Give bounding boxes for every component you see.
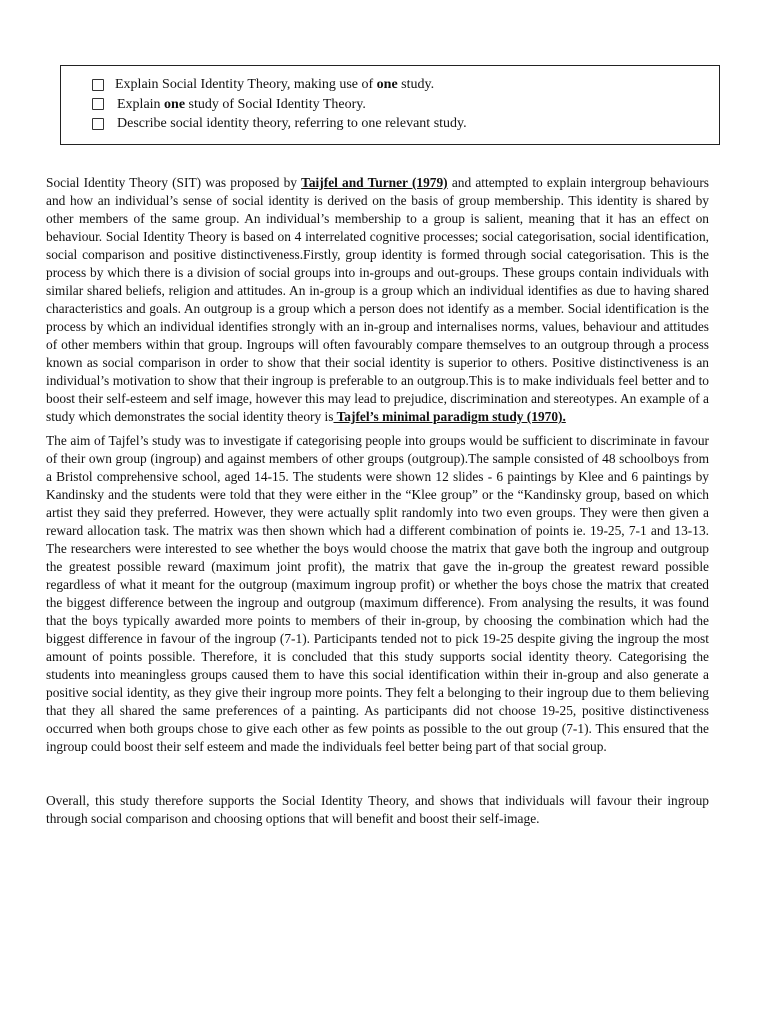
question-text: Explain Social Identity Theory, making use of one study. (115, 77, 435, 92)
essay-paragraph-intro: Social Identity Theory (SIT) was proposed by Taijfel and Turner (1979) and attempted to explain intergroup behaviours and how an individual’s sense of social identity is derived on the basis of group membership. This identity is shared by other members of the same group. An individual’s membership to a group is salient, meaning that it has an effect on behaviour. Social Identity Theory is based on 4 interrelated cognitive processes; social categorisation, social identification, social comparison and positive distinctiveness.Firstly, group identity is formed through social categorisation. This is the process by which there is a division of social groups into in-groups and out-groups. These groups contain individuals with similar shared beliefs, religion and attitudes. An in-group is a group which an individual identifies as due to having shared characteristics and goals. An outgroup is a group which a person does not identify as a member. Social identification is the process by which an individual identifies strongly with an in-group and internalises norms, values, behaviour and attitudes of other members within that group. Ingroups will often favourably compare themselves to an outgroup through a process known as social comparison in order to show that their social identity is superior to others. Positive distinctiveness is an individual’s motivation to show that their ingroup is preferable to an outgroup.This is to make individuals feel better and to boost their self-esteem and self image, however this may lead to prejudice, discrimination and stereotypes. An example of a study which demonstrates the social identity theory is Tajfel’s minimal paradigm study (1970). (46, 175, 709, 424)
citation-taijfel-turner: Taijfel and Turner (1979) (301, 175, 448, 190)
question-text: Describe social identity theory, referring to one relevant study. (117, 116, 467, 131)
question-box (60, 65, 720, 145)
essay-body (46, 174, 709, 828)
essay-paragraph-conclusion: Overall, this study therefore supports the Social Identity Theory, and shows that individuals will favour their ingroup through social comparison and choosing options that will benefit and boost their self-image. (46, 793, 709, 826)
question-item (61, 75, 719, 95)
essay-paragraph-study: The aim of Tajfel’s study was to investigate if categorising people into groups would be sufficient to discriminate in favour of their own group (ingroup) and against members of other groups (outgroup).The sample consisted of 48 schoolboys from a Bristol comprehensive school, aged 14-15. The students were shown 12 slides - 6 paintings by Klee and 6 paintings by Kandinsky and the students were told that they were either in the “Klee group” or the “Kandinsky group, based on which artist they said they preferred. However, they were actually split randomly into two even groups. They were then given a reward allocation task. The matrix was then shown which had a different combination of points ie. 19-25, 7-1 and 13-13. The researchers were interested to see whether the boys would choose the matrix that gave both the ingroup and outgroup the greatest possible reward (maximum joint profit), the matrix that gave the in-group the greatest reward possible regardless of what it meant for the outgroup (maximum ingroup profit) or whether the boys chose the matrix that created the biggest difference between the ingroup and outgroup (maximum difference). From analysing the results, it was found that the boys typically awarded more points to members of their in-group, by choosing the combination which had the biggest difference in favour of the ingroup (7-1). Participants tended not to pick 19-25 despite giving the ingroup the most amount of points possible. Therefore, it is concluded that this study supports social identity theory. Categorising the students into meaningless groups caused them to have this social identification within their in-group and also generate a positive social identity, as they give their ingroup more points. They felt a belonging to their ingroup due to them believing that they all shared the same preferences of a painting. As participants did not choose 19-25, positive distinctiveness occurred when both groups chose to give each other as few points as possible to the out group (7-1). This ensured that the ingroup could boost their self esteem and made the individuals feel better being part of that social group. (46, 433, 709, 754)
checkbox[interactable] (92, 79, 104, 91)
checkbox[interactable] (92, 118, 104, 130)
checkbox[interactable] (92, 98, 104, 110)
question-item (61, 95, 719, 115)
question-item (61, 114, 719, 134)
citation-minimal-paradigm: Tajfel’s minimal paradigm study (1970). (333, 409, 566, 424)
question-text: Explain one study of Social Identity Theory. (117, 96, 366, 112)
